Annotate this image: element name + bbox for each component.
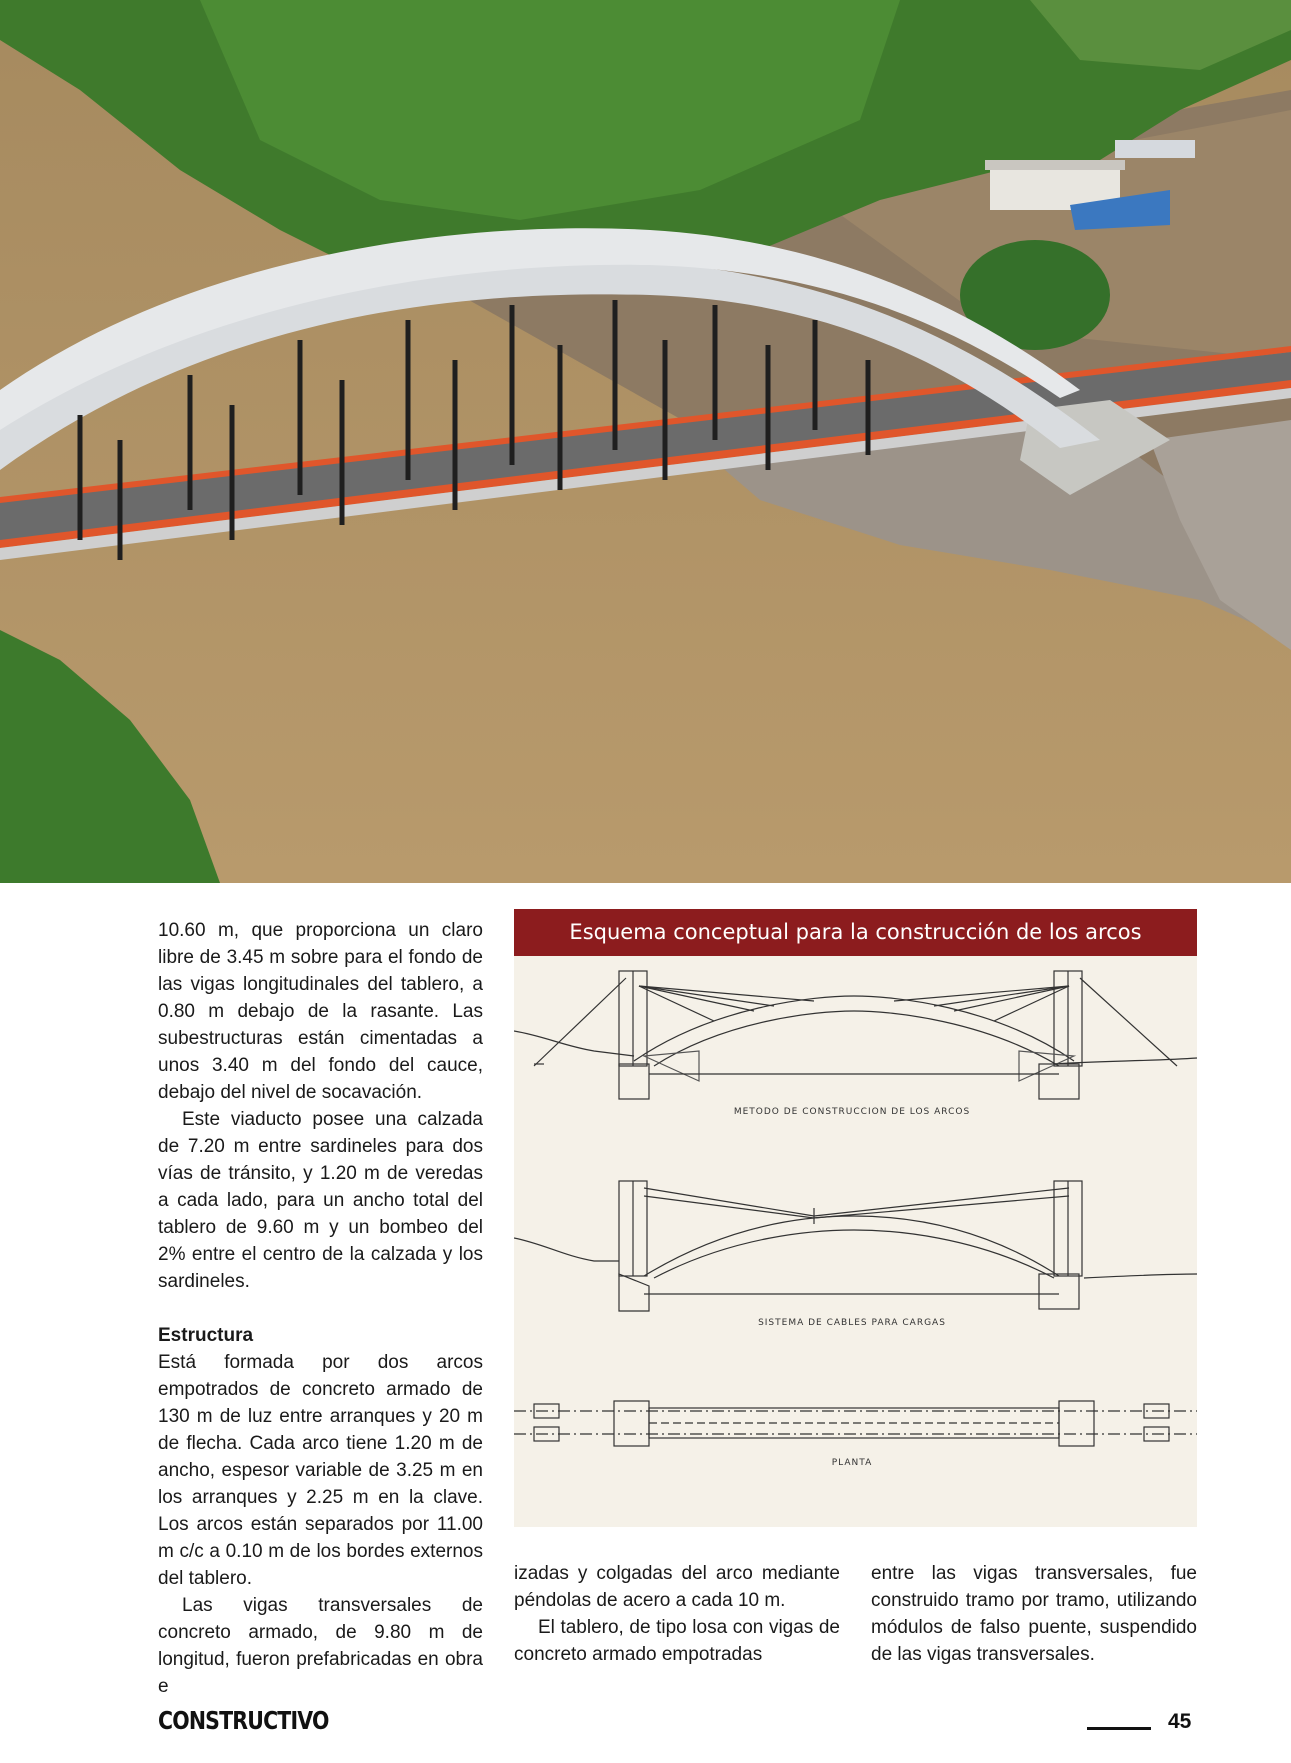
paragraph: izadas y colgadas del arco mediante péndolas de acero a cada 10 m. <box>514 1563 840 1611</box>
footer-divider <box>1087 1727 1151 1730</box>
text-column-2 <box>514 1560 840 1668</box>
figure-title: Esquema conceptual para la construcción de los arcos <box>514 909 1197 956</box>
arch-construction-drawings <box>514 956 1197 1527</box>
page-number: 45 <box>1168 1710 1192 1733</box>
construction-diagram-figure <box>514 909 1197 1527</box>
caption-plan: PLANTA <box>831 1458 873 1468</box>
text-column-3 <box>871 1560 1197 1668</box>
magazine-logo: CONSTRUCTIVO <box>158 1706 329 1735</box>
paragraph: El tablero, de tipo losa con vigas de concreto armado empotradas <box>514 1617 840 1665</box>
figure-drawings <box>514 956 1197 1527</box>
text-column-1 <box>158 917 483 1700</box>
paragraph: Este viaducto posee una calzada de 7.20 m entre sardineles para dos vías de tránsito, y 1.20 m de veredas a cada lado, para un ancho total del tablero de 9.60 m y un bombeo del 2% entre el centro de la calzada y los sardineles. <box>158 1109 483 1292</box>
paragraph: Está formada por dos arcos empotrados de concreto armado de 130 m de luz entre arranques y 20 m de flecha. Cada arco tiene 1.20 m de ancho, espesor variable de 3.25 m en los arranques y 2.25 m en la clave. Los arcos están separados por 11.00 m c/c a 0.10 m de los bordes externos del tablero. <box>158 1352 483 1589</box>
paragraph: entre las vigas transversales, fue construido tramo por tramo, utilizando módulos de falso puente, suspendido de las vigas transversales. <box>871 1563 1197 1665</box>
caption-construction-method: METODO DE CONSTRUCCION DE LOS ARCOS <box>733 1107 971 1117</box>
section-heading: Estructura <box>158 1325 254 1346</box>
paragraph: 10.60 m, que proporciona un claro libre de 3.45 m sobre para el fondo de las vigas longitudinales del tablero, a 0.80 m debajo de la rasante. Las subestructuras están cimentadas a unos 3.40 m del fondo del cauce, debajo del nivel de socavación. <box>158 920 483 1103</box>
caption-cable-system: SISTEMA DE CABLES PARA CARGAS <box>758 1318 946 1328</box>
paragraph: Las vigas transversales de concreto armado, de 9.80 m de longitud, fueron prefabricadas en obra e <box>158 1595 483 1697</box>
